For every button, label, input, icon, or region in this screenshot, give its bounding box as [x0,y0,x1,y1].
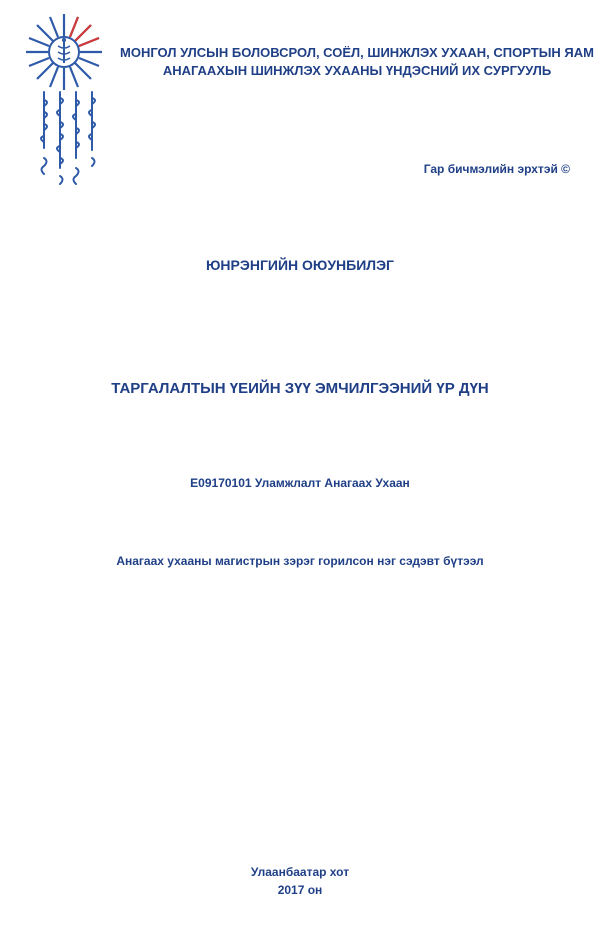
institution-heading [118,44,596,80]
mongolian-script-logo [34,88,108,198]
place-and-year [0,863,600,899]
university-logo-icon [24,12,104,92]
specialty-code: E09170101 Уламжлалт Анагаах Ухаан [190,476,410,490]
ministry-name: МОНГОЛ УЛСЫН БОЛОВСРОЛ, СОЁЛ, ШИНЖЛЭХ УХААН, СПОРТЫН ЯАМ [120,45,594,60]
university-name: АНАГААХЫН ШИНЖЛЭХ УХААНЫ ҮНДЭСНИЙ ИХ СУРГУУЛЬ [162,63,552,78]
author-name: ЮНРЭНГИЙН ОЮУНБИЛЭГ [205,257,394,273]
copyright-notice: Гар бичмэлийн эрхтэй © [423,162,570,176]
city-name: Улаанбаатар хот [250,865,350,879]
thesis-title: ТАРГАЛАЛТЫН ҮЕИЙН ЗҮҮ ЭМЧИЛГЭЭНИЙ ҮР ДҮН [111,380,489,397]
degree-description: Анагаах ухааны магистрын зэрэг горилсон нэг сэдэвт бүтээл [116,554,484,568]
year: 2017 он [277,883,323,897]
